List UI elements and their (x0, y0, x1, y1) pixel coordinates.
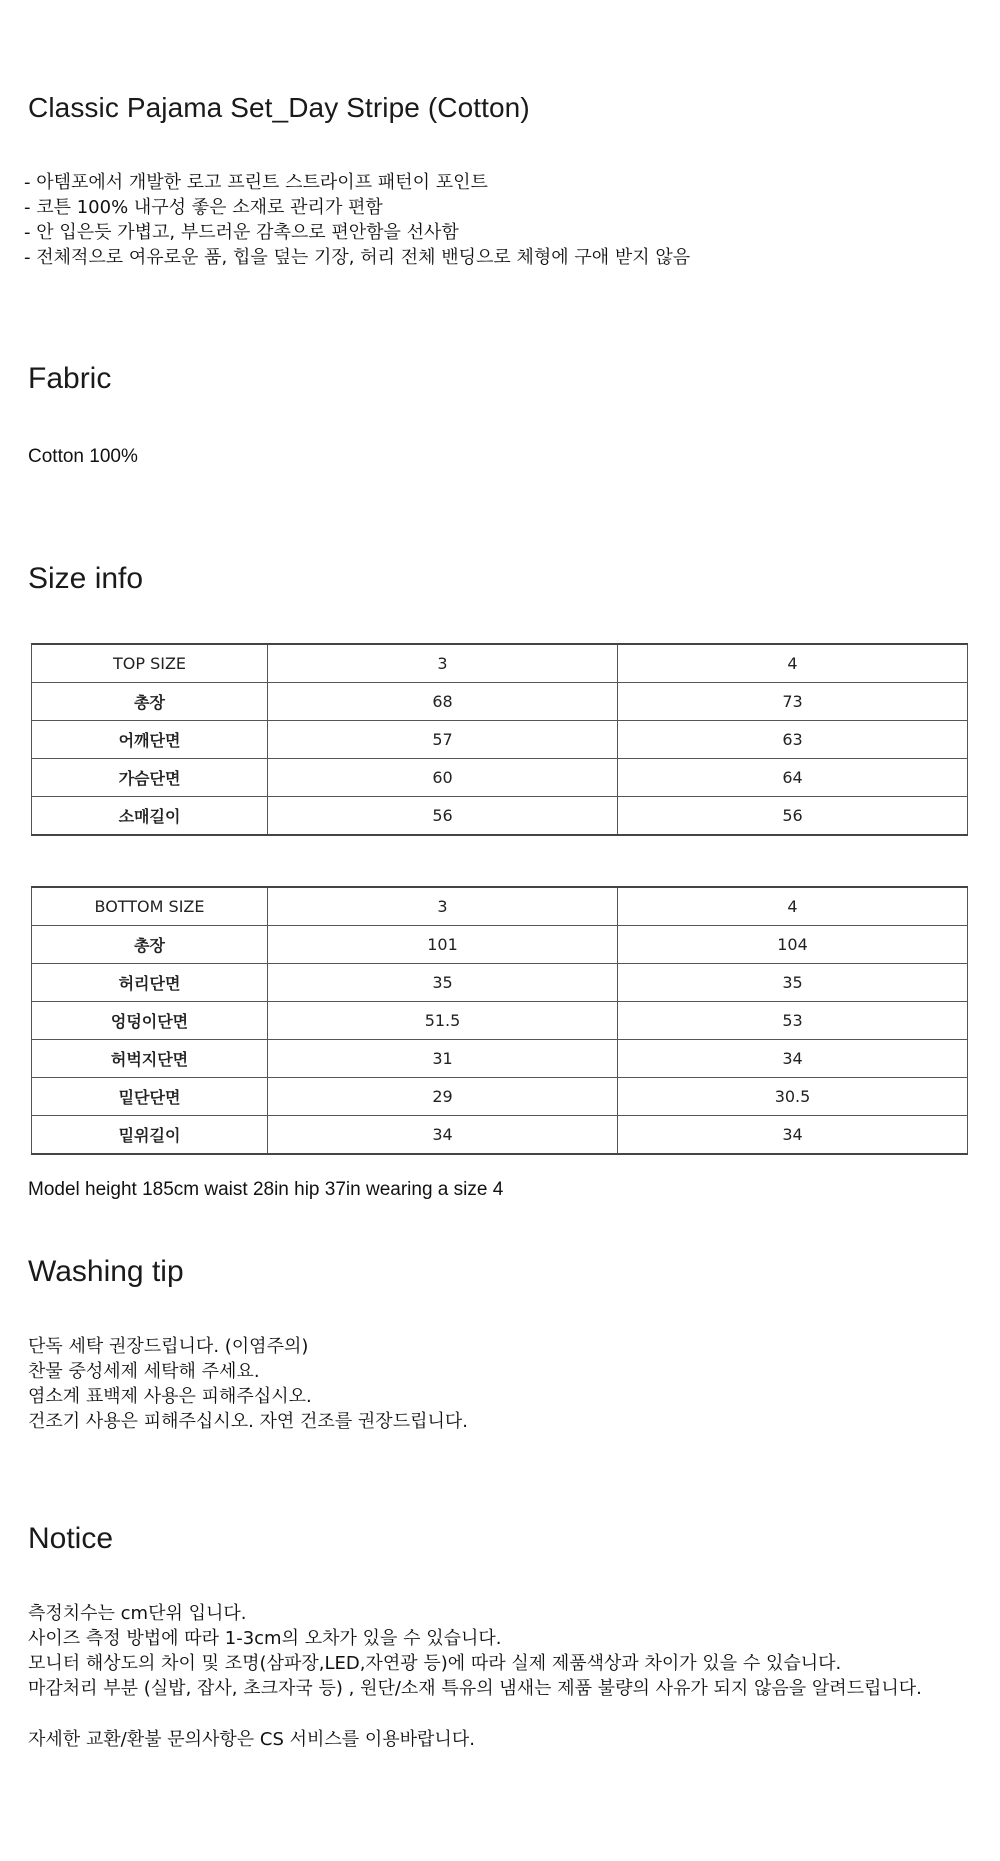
fabric-heading: Fabric (28, 362, 112, 395)
table-row (32, 797, 968, 836)
notice-item: 마감처리 부분 (실밥, 잡사, 초크자국 등) , 원단/소재 특유의 냄새는 제품 불량의 사유가 되지 않음을 알려드립니다. (28, 1678, 922, 1699)
table-cell: 34 (618, 1040, 968, 1078)
notice-item: 모니터 해상도의 차이 및 조명(삼파장,LED,자연광 등)에 따라 실제 제품색상과 차이가 있을 수 있습니다. (28, 1653, 842, 1674)
row-label: 밑위길이 (32, 1116, 268, 1155)
header-cell: 4 (618, 644, 968, 683)
table-cell: 104 (618, 926, 968, 964)
notice-item: 사이즈 측정 방법에 따라 1-3cm의 오차가 있을 수 있습니다. (28, 1628, 502, 1649)
washing-tip-item: 염소계 표백제 사용은 피해주십시오. (28, 1386, 312, 1407)
header-cell: 4 (618, 887, 968, 926)
model-size-note: Model height 185cm waist 28in hip 37in wearing a size 4 (28, 1179, 504, 1200)
table-cell: 31 (268, 1040, 618, 1078)
row-label: 총장 (32, 926, 268, 964)
table-row (32, 926, 968, 964)
table-row (32, 721, 968, 759)
table-row (32, 759, 968, 797)
table-cell: 35 (268, 964, 618, 1002)
table-cell: 51.5 (268, 1002, 618, 1040)
table-cell: 64 (618, 759, 968, 797)
row-label: 가슴단면 (32, 759, 268, 797)
feature-item: - 아템포에서 개발한 로고 프린트 스트라이프 패턴이 포인트 (24, 172, 488, 193)
notice-item: 측정치수는 cm단위 입니다. (28, 1603, 247, 1624)
row-label: 총장 (32, 683, 268, 721)
table-cell: 63 (618, 721, 968, 759)
notice-footer-text: 자세한 교환/환불 문의사항은 CS 서비스를 이용바랍니다. (28, 1729, 475, 1750)
table-cell: 73 (618, 683, 968, 721)
table-cell: 57 (268, 721, 618, 759)
row-label: 소매길이 (32, 797, 268, 836)
top-size-table (31, 643, 968, 836)
washing-tip-item: 찬물 중성세제 세탁해 주세요. (28, 1361, 260, 1382)
size-info-heading: Size info (28, 562, 144, 595)
table-cell: 60 (268, 759, 618, 797)
table-cell: 101 (268, 926, 618, 964)
table-cell: 30.5 (618, 1078, 968, 1116)
washing-tip-list (28, 1334, 468, 1434)
header-cell: 3 (268, 644, 618, 683)
row-label: 밑단단면 (32, 1078, 268, 1116)
row-label: 어깨단면 (32, 721, 268, 759)
table-cell: 34 (618, 1116, 968, 1155)
table-cell: 56 (618, 797, 968, 836)
table-row (32, 964, 968, 1002)
table-row (32, 683, 968, 721)
feature-item: - 코튼 100% 내구성 좋은 소재로 관리가 편함 (24, 197, 383, 218)
table-cell: 68 (268, 683, 618, 721)
table-cell: 53 (618, 1002, 968, 1040)
row-label: 허리단면 (32, 964, 268, 1002)
notice-footer (28, 1727, 475, 1752)
table-cell: 56 (268, 797, 618, 836)
table-header-row (32, 644, 968, 683)
washing-tip-item: 건조기 사용은 피해주십시오. 자연 건조를 권장드립니다. (28, 1411, 468, 1432)
row-label: 허벅지단면 (32, 1040, 268, 1078)
table-cell: 34 (268, 1116, 618, 1155)
feature-list (24, 170, 690, 270)
washing-tip-heading: Washing tip (28, 1255, 184, 1288)
notice-heading: Notice (28, 1522, 114, 1555)
product-title: Classic Pajama Set_Day Stripe (Cotton) (28, 92, 530, 123)
bottom-size-table (31, 886, 968, 1155)
table-row (32, 1116, 968, 1155)
row-label: 엉덩이단면 (32, 1002, 268, 1040)
table-row (32, 1002, 968, 1040)
table-cell: 35 (618, 964, 968, 1002)
fabric-text: Cotton 100% (28, 446, 138, 467)
header-cell: BOTTOM SIZE (32, 887, 268, 926)
table-row (32, 1040, 968, 1078)
table-header-row (32, 887, 968, 926)
feature-item: - 안 입은듯 가볍고, 부드러운 감촉으로 편안함을 선사함 (24, 222, 459, 243)
header-cell: TOP SIZE (32, 644, 268, 683)
header-cell: 3 (268, 887, 618, 926)
table-cell: 29 (268, 1078, 618, 1116)
feature-item: - 전체적으로 여유로운 품, 힙을 덮는 기장, 허리 전체 밴딩으로 체형에 구애 받지 않음 (24, 247, 691, 268)
notice-list (28, 1601, 922, 1701)
washing-tip-item: 단독 세탁 권장드립니다. (이염주의) (28, 1336, 309, 1357)
table-row (32, 1078, 968, 1116)
